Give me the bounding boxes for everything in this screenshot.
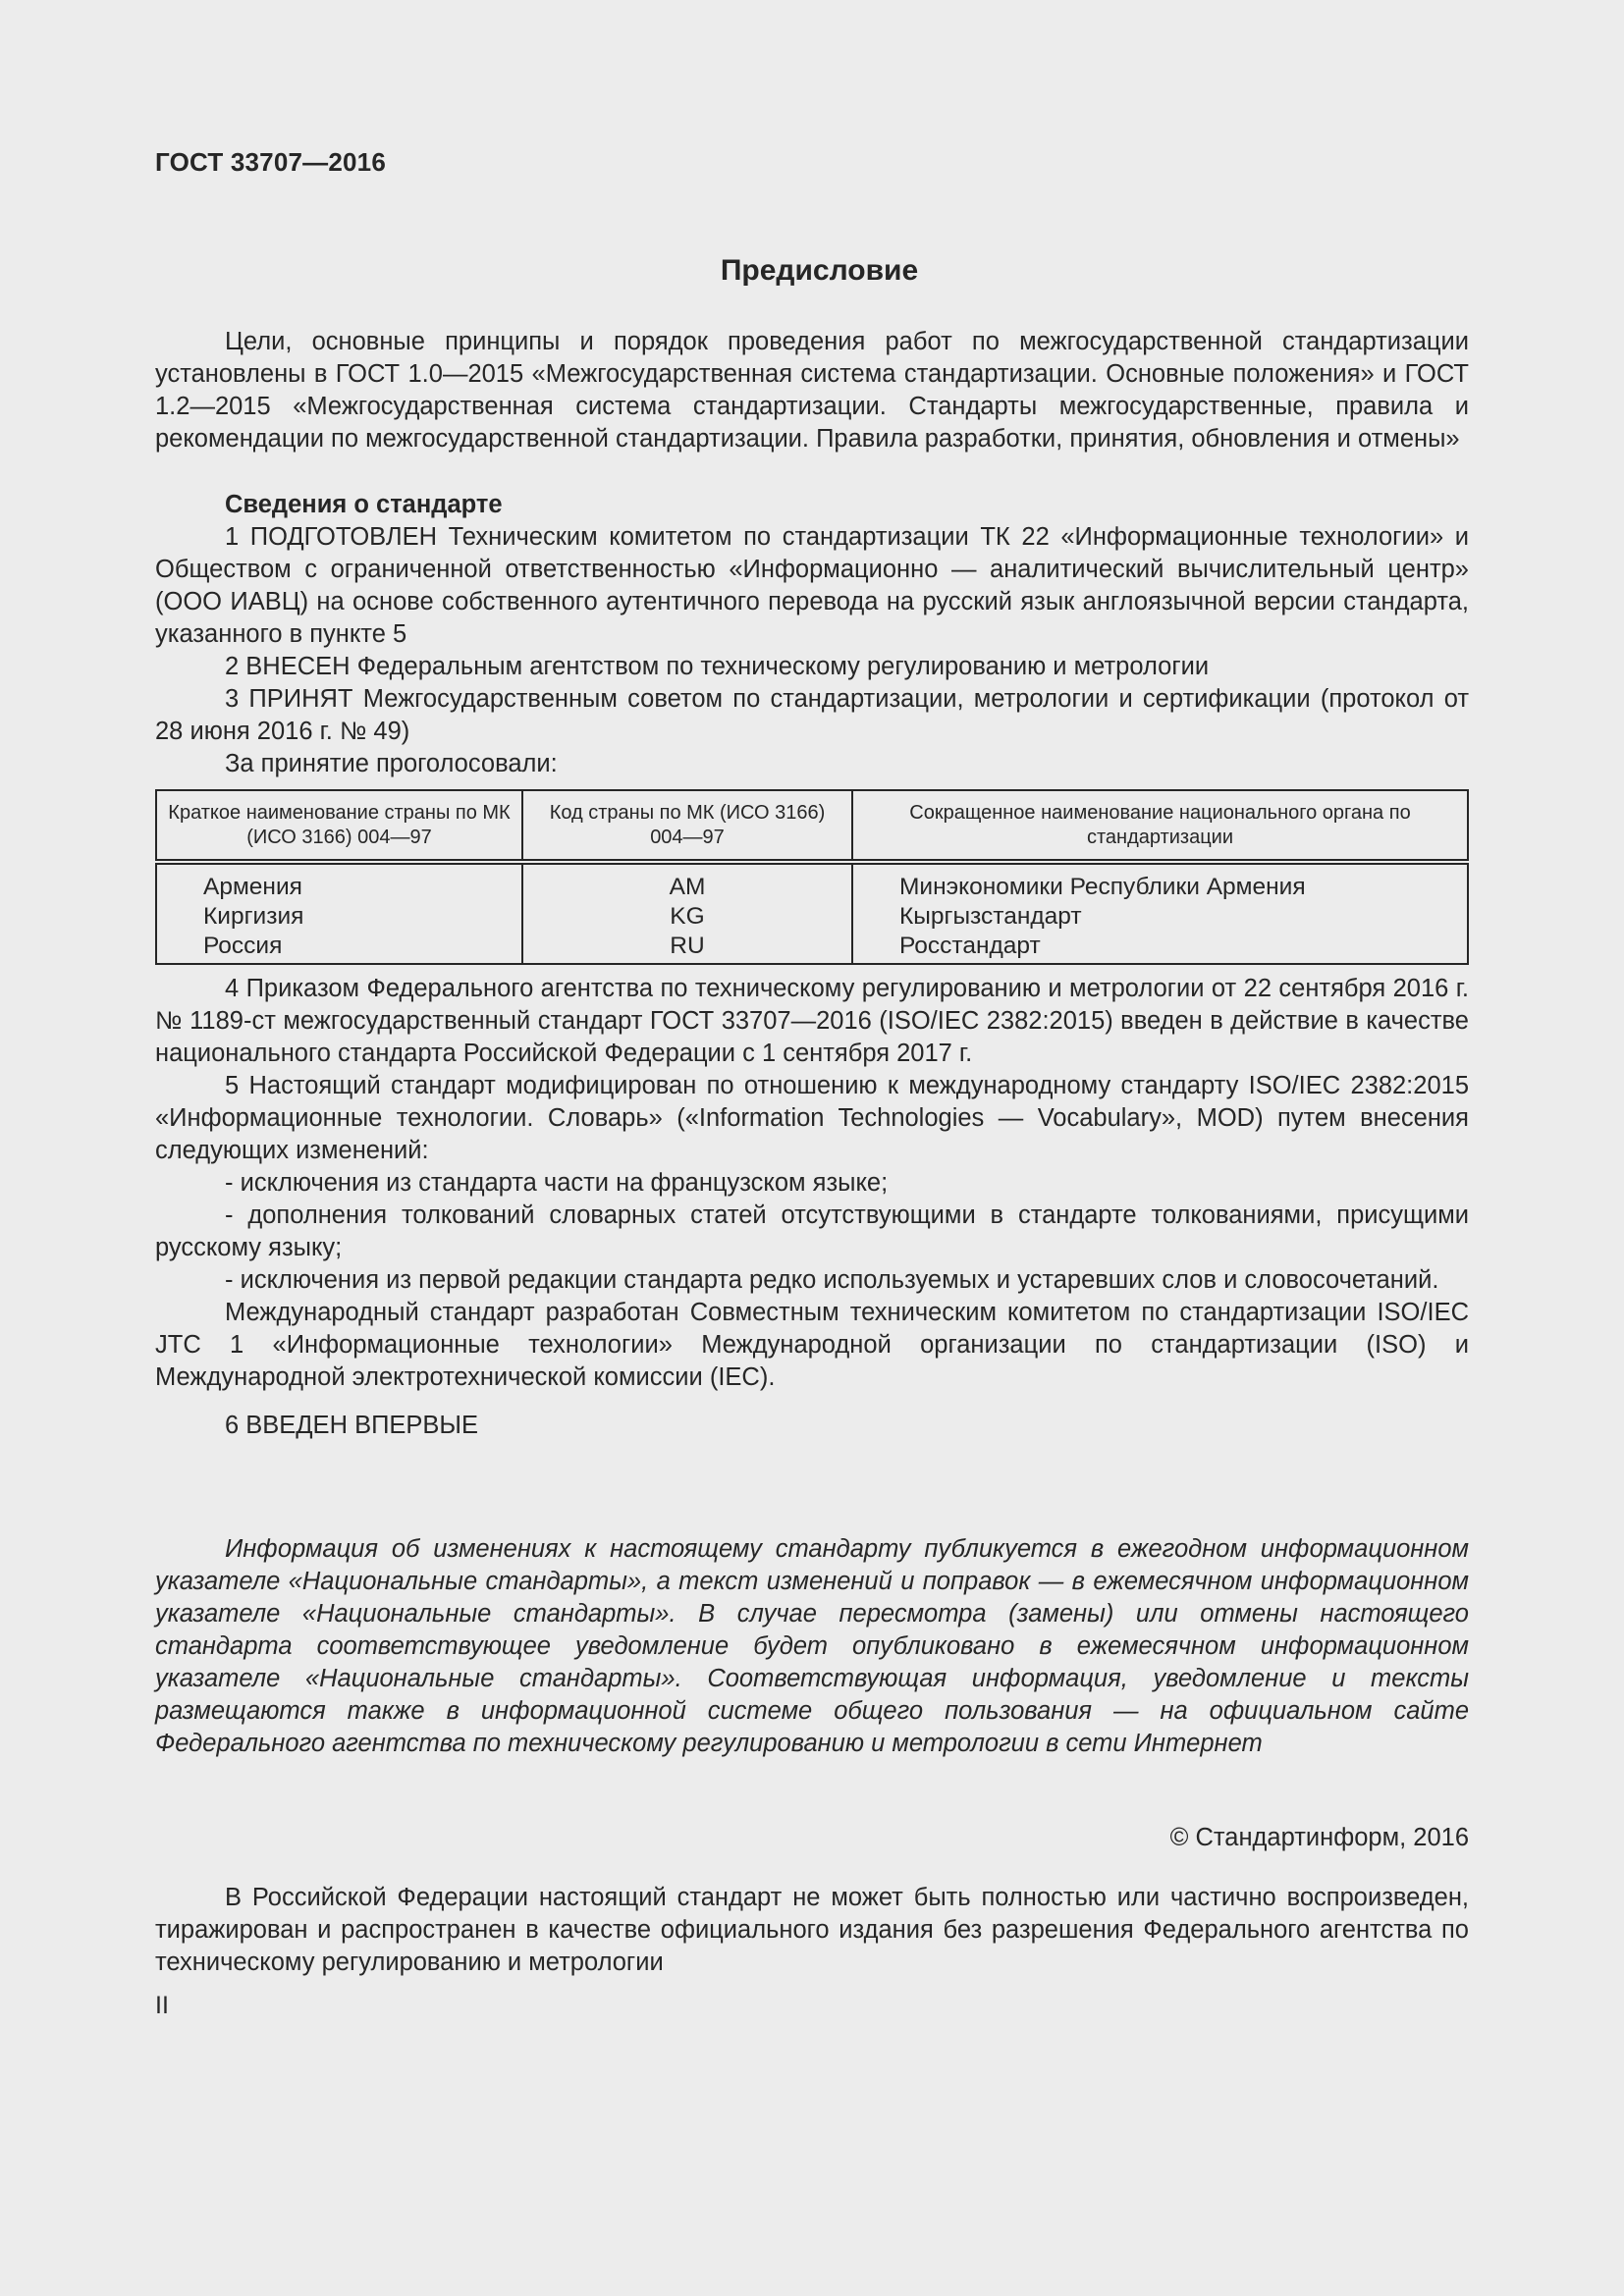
copyright-line: © Стандартинформ, 2016 (1169, 1824, 1469, 1851)
table-header-row (156, 790, 1468, 862)
item-order: 4 Приказом Федерального агентства по техническому регулированию и метрологии от 22 сентября 2016 г. № 1189-ст межгосударственный стандарт ГОСТ 33707—2016 (ISO/IEC 2382:2015) введен в действие в качестве национального стандарта Российской Федерации с 1 сентября 2017 г. (155, 975, 1469, 1067)
voting-countries-table (155, 789, 1469, 965)
item-international: Международный стандарт разработан Совместным техническим комитетом по стандартизации ISO/IEC JTC 1 «Информационные технологии» Международной организации по стандартизации (ISO) и Международной электротехнической комиссии (IEC). (155, 1299, 1469, 1391)
changes-notice: Информация об изменениях к настоящему стандарту публикуется в ежегодном информационном указателе «Национальные стандарты», а текст изменений и поправок — в ежемесячном информационном указателе «Национальные стандарты». В случае пересмотра (замены) или отмены настоящего стандарта соответствующее уведомление будет опубликовано в ежемесячном информационном указателе «Национальные стандарты». Соответствующая информация, уведомление и тексты размещаются также в информационной системе общего пользования — на официальном сайте Федерального агентства по техническому регулированию и метрологии в сети Интернет (155, 1535, 1469, 1757)
document-page (155, 147, 1469, 2020)
table-cell-body: Росстандарт (852, 932, 1468, 964)
standard-code-header: ГОСТ 33707—2016 (155, 147, 386, 177)
table-cell-code: RU (522, 932, 852, 964)
item-introduced: 6 ВВЕДЕН ВПЕРВЫЕ (225, 1412, 479, 1439)
table-cell-code: KG (522, 902, 852, 932)
table-cell-body: Кыргызстандарт (852, 902, 1468, 932)
item-submitted: 2 ВНЕСЕН Федеральным агентством по техническому регулированию и метрологии (225, 653, 1210, 680)
rights-paragraph: В Российской Федерации настоящий стандарт не может быть полностью или частично воспроизведен, тиражирован и распространен в качестве официального издания без разрешения Федерального агентства по техническому регулированию и метрологии (155, 1884, 1469, 1976)
item-adopted: 3 ПРИНЯТ Межгосударственным советом по стандартизации, метрологии и сертификации (протокол от 28 июня 2016 г. № 49) (155, 685, 1469, 745)
table-row (156, 862, 1468, 902)
table-header-code: Код страны по МК (ИСО 3166) 004—97 (522, 790, 852, 862)
item-prepared: 1 ПОДГОТОВЛЕН Техническим комитетом по стандартизации ТК 22 «Информационные технологии» и Обществом с ограниченной ответственностью «Информационно — аналитический вычислительный центр» (ООО ИАВЦ) на основе собственного аутентичного перевода на русский язык англоязычной версии стандарта, указанного в пункте 5 (155, 523, 1469, 648)
table-cell-country: Армения (156, 862, 522, 902)
change-list-item: - дополнения толкований словарных статей отсутствующими в стандарте толкованиями, присущими русскому языку; (155, 1201, 1469, 1261)
item-voted: За принятие проголосовали: (225, 750, 558, 777)
table-row (156, 902, 1468, 932)
change-list-item: - исключения из стандарта части на французском языке; (225, 1169, 889, 1197)
foreword-paragraph: Цели, основные принципы и порядок проведения работ по межгосударственной стандартизации установлены в ГОСТ 1.0—2015 «Межгосударственная система стандартизации. Основные положения» и ГОСТ 1.2—2015 «Межгосударственная система стандартизации. Стандарты межгосударственные, правила и рекомендации по межгосударственной стандартизации. Правила разработки, принятия, обновления и отмены» (155, 328, 1469, 453)
table-cell-body: Минэкономики Республики Армения (852, 862, 1468, 902)
table-header-country: Краткое наименование страны по МК (ИСО 3166) 004—97 (156, 790, 522, 862)
table-cell-country: Россия (156, 932, 522, 964)
page-title: Предисловие (720, 254, 919, 287)
table-cell-country: Киргизия (156, 902, 522, 932)
page-number: II (155, 1992, 169, 2019)
change-list-item: - исключения из первой редакции стандарта редко используемых и устаревших слов и словосочетаний. (225, 1266, 1439, 1294)
item-modified: 5 Настоящий стандарт модифицирован по отношению к международному стандарту ISO/IEC 2382:2015 «Информационные технологии. Словарь» («Information Technologies — Vocabulary», MOD) путем внесения следующих изменений: (155, 1072, 1469, 1164)
table-row (156, 932, 1468, 964)
section-heading: Сведения о стандарте (225, 491, 503, 518)
table-header-body: Сокращенное наименование национального органа по стандартизации (852, 790, 1468, 862)
table-cell-code: AM (522, 862, 852, 902)
